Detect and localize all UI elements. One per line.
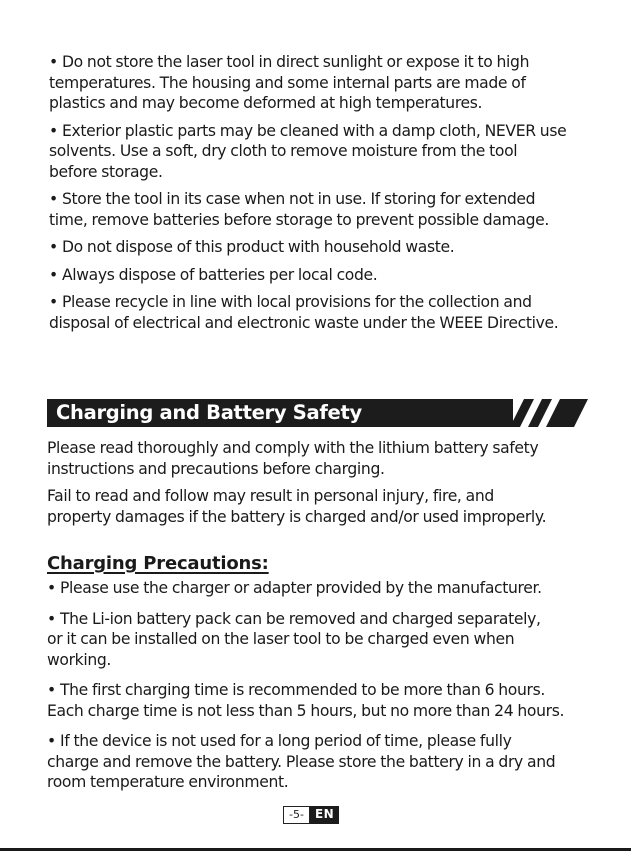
list-item: • Exterior plastic parts may be cleaned with a damp cloth, NEVER use solvents. Use a soft, dry cloth to remove moisture from the tool before storage.	[49, 121, 567, 181]
list-item: • The Li-ion battery pack can be removed and charged separately, or it can be installed on the laser tool to be charged even when working.	[47, 609, 541, 669]
section-title: Charging and Battery Safety	[56, 401, 362, 424]
list-item: • Always dispose of batteries per local code.	[49, 265, 378, 284]
storage-care-list	[0, 52, 631, 333]
list-item: • If the device is not used for a long period of time, please fully charge and remove the battery. Please store the battery in a dry and room temperature environment.	[47, 732, 556, 791]
section-header-band	[47, 399, 513, 427]
page-number: -5-	[283, 806, 310, 824]
list-item: • Please use the charger or adapter provided by the manufacturer.	[47, 579, 542, 597]
list-item: • Do not store the laser tool in direct sunlight or expose it to high temperatures. The housing and some internal parts are made of plastics and may become deformed at high temperatures.	[49, 53, 530, 112]
intro-paragraph: Please read thoroughly and comply with the lithium battery safety instructions and precautions before charging.	[47, 439, 539, 478]
intro-paragraph: Fail to read and follow may result in personal injury, fire, and property damages if the battery is charged and/or used improperly.	[47, 487, 547, 526]
section-intro	[0, 438, 631, 527]
list-item: • The first charging time is recommended to be more than 6 hours. Each charge time is not less than 5 hours, but no more than 24 hours.	[47, 681, 565, 720]
page-footer	[283, 806, 339, 824]
charging-precautions-list	[0, 578, 631, 793]
subsection-heading: Charging Precautions:	[47, 553, 269, 574]
list-item: • Do not dispose of this product with household waste.	[49, 238, 455, 256]
language-badge: EN	[310, 806, 339, 824]
list-item: • Store the tool in its case when not in use. If storing for extended time, remove batteries before storage to prevent possible damage.	[49, 190, 549, 229]
list-item: • Please recycle in line with local provisions for the collection and disposal of electrical and electronic waste under the WEEE Directive.	[49, 293, 559, 332]
decorative-slashes-icon	[510, 399, 590, 427]
